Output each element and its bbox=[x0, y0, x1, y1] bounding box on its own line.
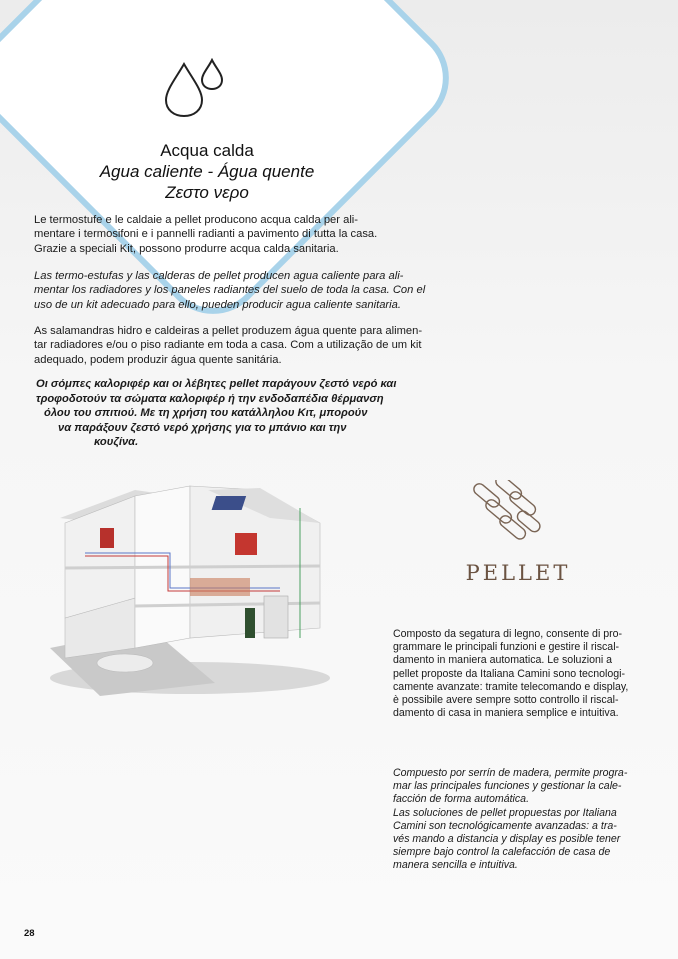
house-cutaway-illustration bbox=[40, 478, 340, 698]
paragraph-italian: Le termostufe e le caldaie a pellet producono acqua calda per ali- mentare i termosifoni e i pannelli radianti a pavimento di tutta la casa. Grazie a speciali Kit, possono produrre acqua calda sanitaria. bbox=[34, 214, 378, 255]
paragraph-spanish: Las termo-estufas y las calderas de pellet producen agua caliente para ali- mentar los radiadores y los paneles radiantes del suelo de toda la casa. Con el uso de un kit adecuado para ello, pueden producir agua caliente sanitaria. bbox=[34, 270, 426, 311]
pellet-text-italian: Composto da segatura di legno, consente di pro- grammare le principali funzioni e gestire il riscal- damento in maniera automatica. Le soluzioni a pellet proposte da Italiana Camini sono tecnologi- camente avanzate: tramite telecomando e display, è possibile avere sempre sotto controllo il riscal- damento di casa in maniera semplice e intuitiva. bbox=[393, 628, 629, 720]
water-drops-icon bbox=[160, 58, 230, 120]
heading-italian: Acqua calda bbox=[160, 141, 254, 160]
heading-greek: Ζεστο νερο bbox=[165, 183, 249, 202]
page-number: 28 bbox=[24, 928, 35, 939]
pellet-logo-icon bbox=[468, 480, 548, 550]
heading-spanish-portuguese: Agua caliente - Água quente bbox=[99, 162, 315, 181]
pellet-label: PELLET bbox=[465, 561, 571, 585]
paragraph-portuguese: As salamandras hidro e caldeiras a pellet produzem água quente para alimen- tar radiadores e/ou o piso radiante em toda a casa. Com a utilização de um kit adequado, podem produzir água quente sanitária. bbox=[34, 325, 423, 366]
pellet-text-spanish: Compuesto por serrín de madera, permite progra- mar las principales funciones y gestionar la cale- facción de forma automática. Las soluciones de pellet propuestas por Italiana Camini son tecnológicamente avanzadas: a tra- vés mando a distancia y display es posible tener siempre bajo control la calefacción de casa de manera sencilla e intuitiva. bbox=[393, 767, 628, 872]
section-heading bbox=[0, 140, 414, 203]
paragraph-greek: Οι σόμπες καλοριφέρ και οι λέβητες pellet παράγουν ζεστό νερό και τροφοδοτούν τα σώματα καλοριφέρ ή την ενδοδαπέδια θέρμανση όλου του σπιτιού. Με τη χρήση του κατάλληλου Κιτ, μπορούν να παράξουν ζεστό νερό χρήσης για το μπάνιο και την κουζίνα. bbox=[36, 378, 397, 449]
